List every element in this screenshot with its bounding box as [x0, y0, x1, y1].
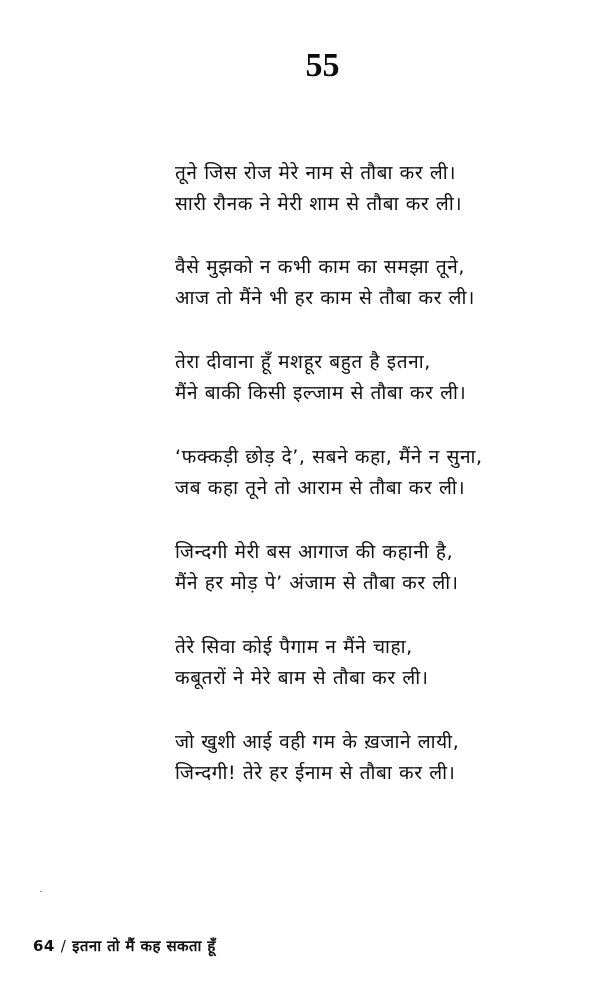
folio-page-number: 64: [33, 937, 55, 955]
poem-line: वैसे मुझको न कभी काम का समझा तूने,: [175, 256, 466, 278]
footer-separator: /: [60, 937, 67, 955]
stanza-3: [175, 347, 575, 409]
stanza-2: [175, 252, 575, 314]
poem-line: ‘फक्कड़ी छोड़ दे’, सबने कहा, मैंने न सुना,: [175, 446, 483, 468]
poem-line: तूने जिस रोज मेरे नाम से तौबा कर ली।: [175, 162, 457, 184]
poem-body: [175, 158, 575, 822]
book-title: इतना तो मैं कह सकता हूँ: [72, 937, 216, 955]
poem-line: तेरे सिवा कोई पैगाम न मैंने चाहा,: [175, 636, 413, 658]
running-footer: [33, 934, 216, 958]
poem-line: सारी रौनक ने मेरी शाम से तौबा कर ली।: [175, 193, 463, 215]
poem-line: जिन्दगी मेरी बस आगाज की कहानी है,: [175, 541, 454, 563]
ghazal-number-heading: 55: [305, 47, 340, 84]
stanza-5: [175, 537, 575, 599]
poem-line: कबूतरों ने मेरे बाम से तौबा कर ली।: [175, 667, 429, 689]
poem-line: आज तो मैंने भी हर काम से तौबा कर ली।: [175, 287, 475, 309]
stanza-4: [175, 442, 575, 504]
poem-line: मैंने हर मोड़ पे’ अंजाम से तौबा कर ली।: [175, 572, 459, 594]
stanza-6: [175, 632, 575, 694]
print-speck: [40, 891, 42, 892]
stanza-7: [175, 727, 575, 789]
poem-line: जब कहा तूने तो आराम से तौबा कर ली।: [175, 477, 466, 499]
poem-line: जिन्दगी! तेरे हर ईनाम से तौबा कर ली।: [175, 762, 456, 784]
poem-line: तेरा दीवाना हूँ मशहूर बहुत है इतना,: [175, 351, 431, 373]
stanza-1: [175, 158, 575, 220]
poem-line: जो खुशी आई वही गम के ख़जाने लायी,: [175, 731, 460, 753]
poem-line: मैंने बाकी किसी इल्जाम से तौबा कर ली।: [175, 382, 467, 404]
